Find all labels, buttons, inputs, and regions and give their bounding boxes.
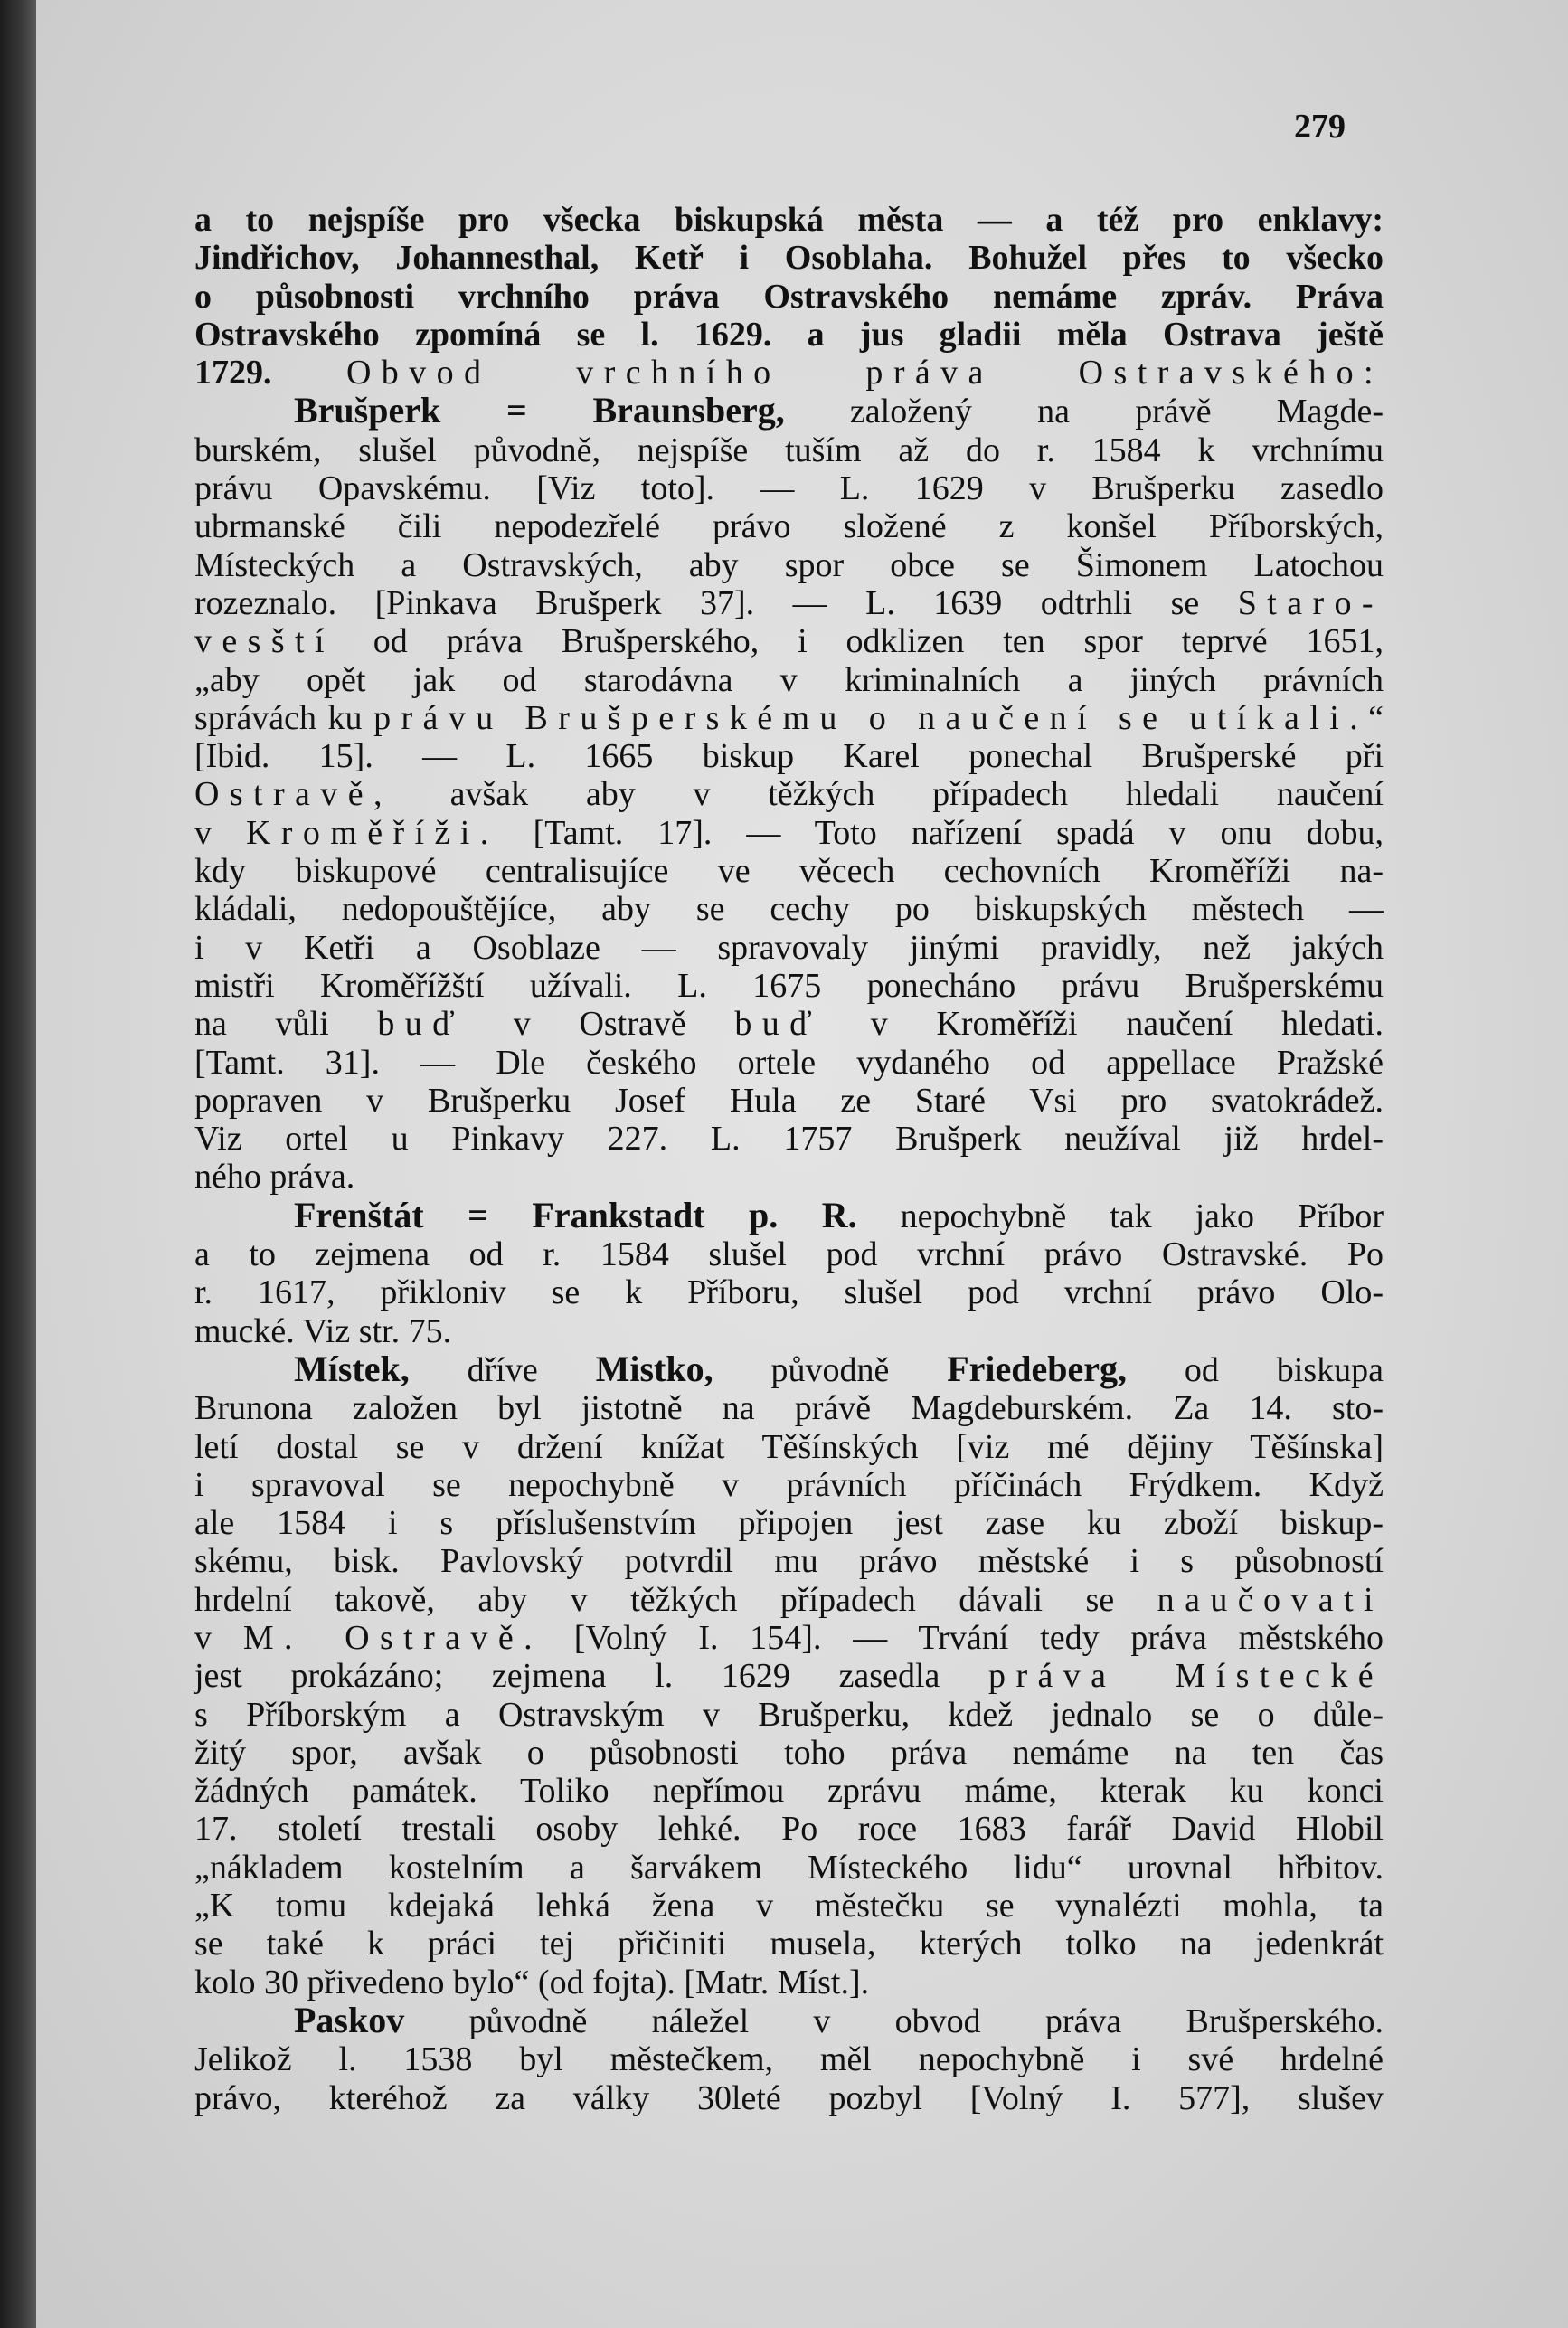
- text-line: [194, 1082, 1384, 1120]
- spaced-emphasis: práva Místecké: [988, 1657, 1384, 1696]
- text-line: [194, 1696, 1384, 1734]
- text-line: [194, 354, 1384, 392]
- scan-edge: [0, 0, 36, 2328]
- text-line: [194, 1849, 1384, 1887]
- text-line: [194, 1312, 1384, 1350]
- text-run: s Příborským a Ostravským v Brušperku, kdež jednalo se o důle-: [194, 1695, 1384, 1734]
- text-run: [Volný I. 154]. — Trvání tedy práva městského: [542, 1618, 1384, 1657]
- text-line: [194, 2079, 1384, 2117]
- spaced-emphasis: Obvod vrchního práva Ostravského:: [345, 354, 1384, 393]
- text-line: [194, 1428, 1384, 1466]
- body-text: [194, 201, 1384, 2117]
- text-run: žádných památek. Toliko nepřímou zprávu máme, kterak ku konci: [194, 1772, 1384, 1811]
- text-line: [194, 1158, 1384, 1196]
- text-run: právu Opavskému. [Viz toto]. — L. 1629 v Brušperku zasedlo: [194, 469, 1384, 508]
- text-line: [194, 1044, 1384, 1082]
- text-run: jest prokázáno; zejmena l. 1629 zasedla: [194, 1657, 989, 1696]
- text-run: správách ku: [194, 698, 374, 737]
- text-run: letí dostal se v držení knížat Těšínských [viz mé dějiny Těšínska]: [194, 1427, 1384, 1466]
- text-run: nepochybně tak jako Příbor: [856, 1197, 1384, 1235]
- text-line: [194, 2040, 1384, 2078]
- text-run: popraven v Brušperku Josef Hula ze Staré Vsi pro svatokrádež.: [194, 1081, 1384, 1120]
- text-run: v Ostravě: [465, 1005, 735, 1044]
- text-run: [Tamt. 31]. — Dle českého ortele vydaného od appellace Pražské: [194, 1043, 1384, 1082]
- text-line: [194, 1504, 1384, 1542]
- text-run: založený na právě Magde-: [784, 393, 1384, 431]
- text-run: avšak aby v těžkých případech hledali naučení: [392, 775, 1384, 814]
- text-line: [194, 1925, 1384, 1963]
- text-line: [194, 699, 1384, 737]
- entry-heading: Mistko,: [595, 1348, 713, 1389]
- text-run: Jelikož l. 1538 byl městečkem, měl nepochybně i své hrdelné: [194, 2040, 1384, 2079]
- text-run: o působnosti vrchního práva Ostravského nemáme zpráv. Práva: [194, 277, 1384, 316]
- text-run: „aby opět jak od starodávna v kriminalních a jiných právních: [194, 660, 1384, 699]
- text-run: [Tamt. 17]. — Toto nařízení spadá v onu dobu,: [498, 813, 1384, 852]
- text-run: žitý spor, avšak o působnosti toho práva nemáme na ten čas: [194, 1733, 1384, 1772]
- entry-heading: Brušperk = Braunsberg,: [294, 390, 785, 431]
- text-line: [194, 775, 1384, 813]
- text-line: [194, 661, 1384, 699]
- text-line: [194, 1273, 1384, 1311]
- text-run: a to zejmena od r. 1584 slušel pod vrchní právo Ostravské. Po: [194, 1235, 1384, 1274]
- text-run: Ostravského zpomíná se l. 1629. a jus gladii měla Ostrava ještě: [194, 315, 1384, 354]
- spaced-emphasis: právu Brušperskému o naučení se utíkali.: [373, 698, 1369, 737]
- spaced-emphasis: Ostravě,: [194, 775, 392, 814]
- text-line: [194, 546, 1384, 584]
- text-run: původně náležel v obvod práva Brušperského.: [404, 2002, 1384, 2040]
- text-run: 1729.: [194, 354, 346, 393]
- text-run: „K tomu kdejaká lehká žena v městečku se vynalézti mohla, ta: [194, 1887, 1384, 1926]
- text-line: [194, 1235, 1384, 1273]
- text-line: [194, 1887, 1384, 1925]
- text-line: [194, 1810, 1384, 1848]
- text-run: od práva Brušperského, i odklizen ten spor teprvé 1651,: [334, 622, 1384, 661]
- spaced-emphasis: buď: [734, 1005, 823, 1044]
- text-run: právo, kteréhož za války 30leté pozbyl [Volný I. 577], slušev: [194, 2078, 1384, 2117]
- text-run: mistři Kroměřížští užívali. L. 1675 ponecháno právu Brušperskému: [194, 966, 1384, 1005]
- text-run: původně: [713, 1350, 948, 1389]
- text-run: burském, slušel původně, nejspíše tuším až do r. 1584 k vrchnímu: [194, 431, 1384, 469]
- text-run: r. 1617, přikloniv se k Příboru, slušel pod vrchní právo Olo-: [194, 1273, 1384, 1312]
- text-line: [194, 967, 1384, 1005]
- text-run: kolo 30 přivedeno bylo“ (od fojta). [Matr. Míst.].: [194, 1963, 870, 2002]
- text-run: od biskupa: [1127, 1350, 1384, 1389]
- entry-heading: Místek,: [294, 1348, 410, 1389]
- text-line: [194, 239, 1384, 277]
- text-run: mucké. Viz str. 75.: [194, 1311, 452, 1350]
- text-run: ale 1584 i s příslušenstvím připojen jest zase ku zboží biskup-: [194, 1504, 1384, 1543]
- text-line: [194, 507, 1384, 545]
- text-run: Jindřichov, Johannesthal, Ketř i Osoblaha. Bohužel přes to všecko: [194, 239, 1384, 278]
- entry-heading: Frenštát = Frankstadt p. R.: [294, 1194, 857, 1235]
- text-line: [194, 737, 1384, 775]
- text-run: Brunona založen byl jistotně na právě Magdeburském. Za 14. sto-: [194, 1389, 1384, 1428]
- text-line: [194, 1964, 1384, 2002]
- text-line: [194, 929, 1384, 967]
- text-run: v: [194, 1618, 243, 1657]
- text-line: [194, 1542, 1384, 1580]
- text-line: [194, 1581, 1384, 1619]
- text-run: v: [194, 813, 246, 852]
- text-run: Viz ortel u Pinkavy 227. L. 1757 Brušperk neužíval již hrdel-: [194, 1120, 1384, 1159]
- text-line: [194, 201, 1384, 239]
- text-line: [194, 1194, 1384, 1235]
- text-line: [194, 852, 1384, 890]
- text-line: [194, 584, 1384, 622]
- spaced-emphasis: Staro-: [1237, 583, 1384, 622]
- text-run: hrdelní takově, aby v těžkých případech dávali se: [194, 1580, 1157, 1619]
- spaced-emphasis: M. Ostravě.: [242, 1618, 543, 1657]
- text-line: [194, 622, 1384, 660]
- text-run: a to nejspíše pro všecka biskupská města — a též pro enklavy:: [194, 201, 1384, 239]
- entry-heading: Paskov: [294, 1999, 405, 2040]
- text-run: na vůli: [194, 1005, 378, 1044]
- text-line: [194, 1734, 1384, 1772]
- text-line: [194, 890, 1384, 928]
- text-line: [194, 1772, 1384, 1810]
- text-line: [194, 278, 1384, 316]
- text-run: “: [1368, 698, 1384, 737]
- text-run: i v Ketři a Osoblaze — spravovaly jinými pravidly, než jakých: [194, 928, 1384, 967]
- text-run: kdy biskupové centralisujíce ve věcech cechovních Kroměříži na-: [194, 852, 1384, 891]
- text-line: [194, 469, 1384, 507]
- spaced-emphasis: buď: [377, 1005, 466, 1044]
- text-line: [194, 316, 1384, 354]
- book-page: [36, 0, 1568, 2328]
- spaced-emphasis: Kroměříži.: [245, 813, 499, 852]
- text-run: ného práva.: [194, 1158, 355, 1197]
- text-run: 17. století trestali osoby lehké. Po roce 1683 farář David Hlobil: [194, 1810, 1384, 1849]
- text-line: [194, 1999, 1384, 2040]
- text-run: Místeckých a Ostravských, aby spor obce se Šimonem Latochou: [194, 545, 1384, 584]
- text-line: [194, 1619, 1384, 1657]
- entry-heading: Friedeberg,: [947, 1348, 1128, 1389]
- text-run: kládali, nedopouštějíce, aby se cechy po biskupských městech —: [194, 890, 1384, 929]
- text-line: [194, 1657, 1384, 1695]
- text-line: [194, 392, 1384, 431]
- text-line: [194, 814, 1384, 852]
- spaced-emphasis: vesští: [194, 622, 335, 661]
- text-run: v Kroměříži naučení hledati.: [822, 1005, 1384, 1044]
- text-line: [194, 1350, 1384, 1389]
- page-number: 279: [1294, 108, 1346, 146]
- text-line: [194, 431, 1384, 469]
- spaced-emphasis: naučovati: [1157, 1580, 1384, 1619]
- text-line: [194, 1466, 1384, 1504]
- text-line: [194, 1389, 1384, 1427]
- text-run: rozeznalo. [Pinkava Brušperk 37]. — L. 1639 odtrhli se: [194, 583, 1238, 622]
- text-run: skému, bisk. Pavlovský potvrdil mu právo městské i s působností: [194, 1542, 1384, 1581]
- text-line: [194, 1120, 1384, 1158]
- text-run: se také k práci tej přičiniti musela, kterých tolko na jedenkrát: [194, 1925, 1384, 1964]
- text-run: dříve: [409, 1350, 596, 1389]
- text-run: i spravoval se nepochybně v právních příčinách Frýdkem. Když: [194, 1465, 1384, 1504]
- text-run: „nákladem kostelním a šarvákem Místeckého lidu“ urovnal hřbitov.: [194, 1848, 1384, 1887]
- text-run: [Ibid. 15]. — L. 1665 biskup Karel ponechal Brušperské při: [194, 737, 1384, 776]
- text-run: ubrmanské čili nepodezřelé právo složené z konšel Příborských,: [194, 507, 1384, 546]
- text-line: [194, 1005, 1384, 1043]
